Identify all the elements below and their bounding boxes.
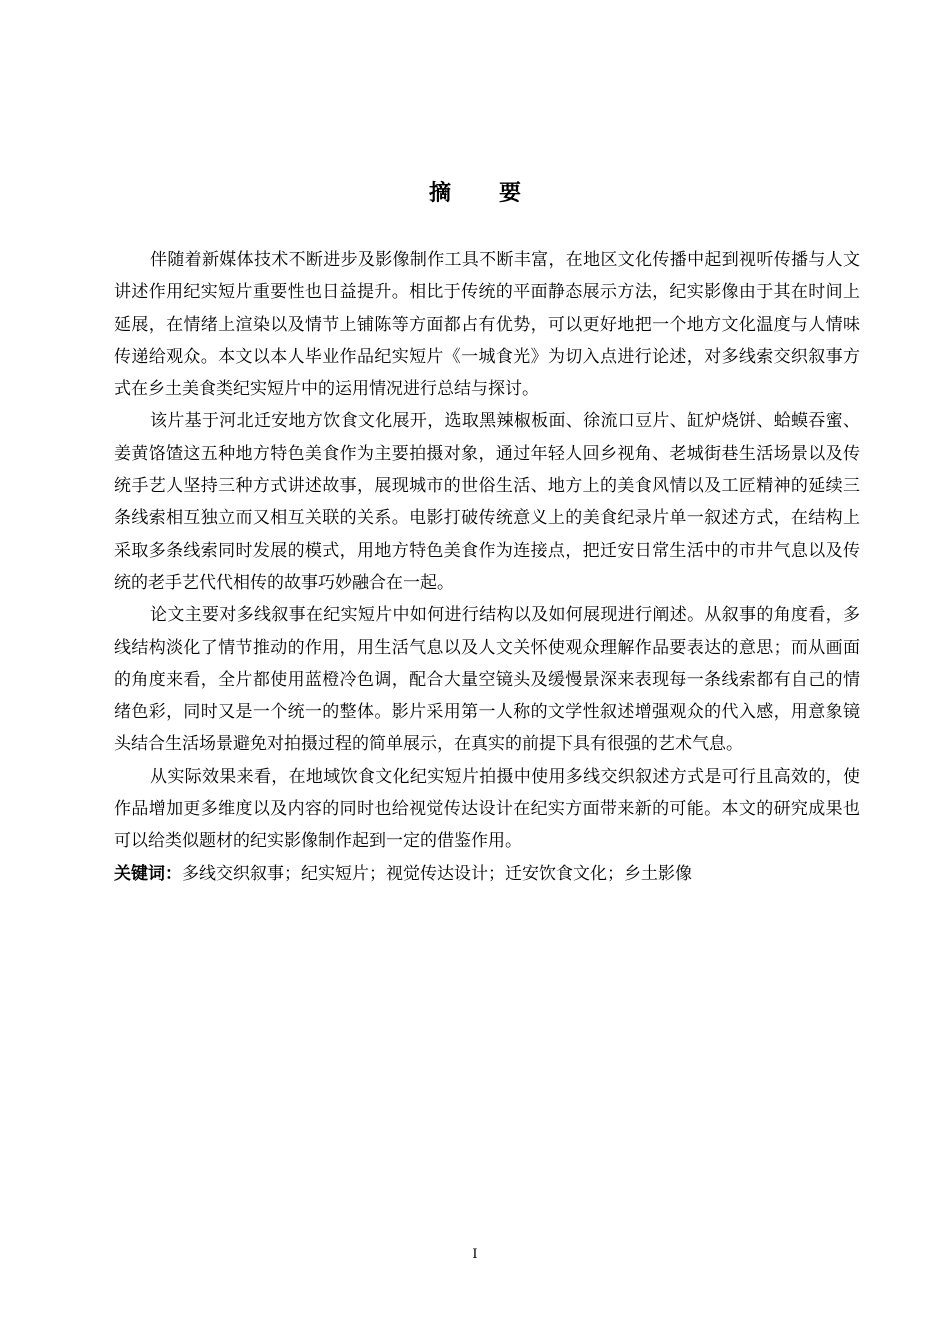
keywords-label: 关键词： bbox=[114, 863, 182, 884]
abstract-body bbox=[114, 244, 860, 890]
abstract-paragraph-4: 从实际效果来看，在地域饮食文化纪实短片拍摄中使用多线交织叙述方式是可行且高效的，使作品增加更多维度以及内容的同时也给视觉传达设计在纪实方面带来新的可能。本文的研究成果也可以给类似题材的纪实影像制作起到一定的借鉴作用。 bbox=[114, 766, 860, 852]
page-number: I bbox=[472, 1247, 478, 1262]
keywords-line bbox=[114, 858, 860, 890]
abstract-paragraph-1: 伴随着新媒体技术不断进步及影像制作工具不断丰富，在地区文化传播中起到视听传播与人文讲述作用纪实短片重要性也日益提升。相比于传统的平面静态展示方法，纪实影像由于其在时间上延展，在情绪上渲染以及情节上铺陈等方面都占有优势，可以更好地把一个地方文化温度与人情味传递给观众。本文以本人毕业作品纪实短片《一城食光》为切入点进行论述，对多线索交织叙事方式在乡土美食类纪实短片中的运用情况进行总结与探讨。 bbox=[114, 250, 860, 400]
abstract-paragraph-3: 论文主要对多线叙事在纪实短片中如何进行结构以及如何展现进行阐述。从叙事的角度看，多线结构淡化了情节推动的作用，用生活气息以及人文关怀使观众理解作品要表达的意思；而从画面的角度来看，全片都使用蓝橙冷色调，配合大量空镜头及缓慢景深来表现每一条线索都有自己的情绪色彩，同时又是一个统一的整体。影片采用第一人称的文学性叙述增强观众的代入感，用意象镜头结合生活场景避免对拍摄过程的简单展示，在真实的前提下具有很强的艺术气息。 bbox=[114, 605, 860, 755]
keywords-text: 多线交织叙事；纪实短片；视觉传达设计；迁安饮食文化；乡土影像 bbox=[182, 863, 692, 884]
abstract-paragraph-2: 该片基于河北迁安地方饮食文化展开，选取黑辣椒板面、徐流口豆片、缸炉烧饼、蛤蟆吞蜜、姜黄饹馇这五种地方特色美食作为主要拍摄对象，通过年轻人回乡视角、老城街巷生活场景以及传统手艺人坚持三种方式讲述故事，展现城市的世俗生活、地方上的美食风情以及工匠精神的延续三条线索相互独立而又相互关联的关系。电影打破传统意义上的美食纪录片单一叙述方式，在结构上采取多条线索同时发展的模式，用地方特色美食作为连接点，把迁安日常生活中的市井气息以及传统的老手艺代代相传的故事巧妙融合在一起。 bbox=[114, 411, 860, 593]
abstract-title: 摘要 bbox=[428, 181, 569, 206]
